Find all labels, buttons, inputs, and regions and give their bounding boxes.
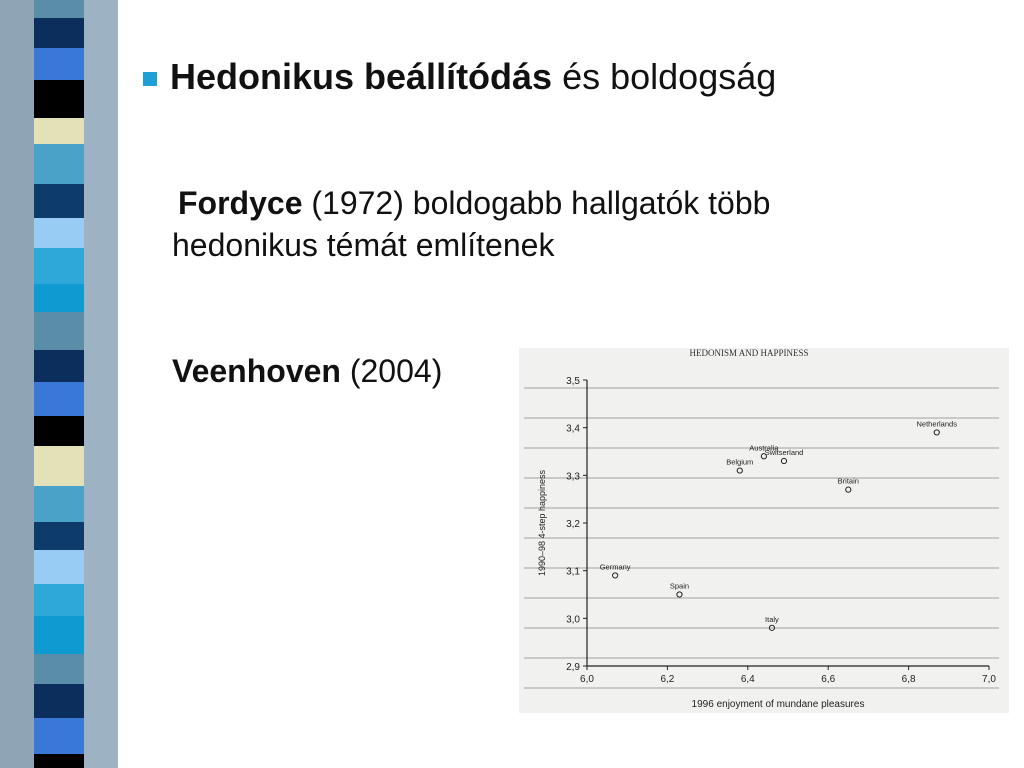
data-point-label: Australia: [749, 443, 779, 453]
y-axis-label: 1990–98 4-step happiness: [537, 469, 547, 577]
stripe-block: [34, 616, 84, 654]
stripe-block: [34, 218, 84, 248]
decorative-color-stripe: [0, 0, 118, 768]
x-tick-label: 6,0: [580, 674, 594, 685]
stripe-block: [34, 312, 84, 350]
bullet-square: [143, 72, 157, 86]
data-point-label: Belgium: [726, 457, 754, 467]
x-tick-label: 7,0: [982, 674, 996, 685]
veenhoven-year: (2004): [340, 353, 443, 389]
x-tick-label: 6,8: [901, 674, 916, 685]
stripe-block: [34, 522, 84, 550]
data-point-label: Italy: [765, 614, 779, 624]
y-tick-label: 2,9: [566, 662, 580, 673]
data-point-label: Spain: [669, 581, 690, 591]
stripe-block: [34, 350, 84, 382]
stripe-block: [34, 184, 84, 218]
stripe-block: [34, 48, 84, 80]
stripe-block: [34, 654, 84, 684]
x-tick-label: 6,6: [821, 674, 836, 685]
stripe-block: [34, 0, 84, 18]
stripe-block: [34, 118, 84, 144]
stripe-block: [34, 550, 84, 584]
y-tick-label: 3,2: [566, 519, 580, 530]
stripe-block: [34, 416, 84, 446]
stripe-block: [34, 144, 84, 184]
stripe-block: [34, 754, 84, 768]
fordyce-name: Fordyce: [178, 185, 303, 221]
y-tick-label: 3,3: [566, 471, 580, 483]
scan-header: HEDONISM AND HAPPINESS: [689, 348, 809, 358]
stripe-block: [34, 486, 84, 522]
scanned-chart-figure: [519, 348, 1009, 713]
stripe-block: [34, 18, 84, 48]
y-tick-label: 3,4: [566, 423, 580, 435]
fordyce-text: (1972) boldogabb hallgatók több hedonikus témát említenek: [172, 185, 771, 263]
data-point-label: Switserland: [764, 448, 804, 458]
stripe-block: [34, 284, 84, 312]
y-tick-label: 3,5: [566, 376, 580, 387]
y-tick-label: 3,0: [566, 614, 580, 626]
data-point-label: Netherlands: [916, 419, 957, 429]
y-tick-label: 3,1: [566, 566, 580, 578]
x-axis-label: 1996 enjoyment of mundane pleasures: [691, 699, 865, 710]
fordyce-line: [172, 182, 872, 266]
stripe-block: [34, 80, 84, 118]
stripe-block: [34, 718, 84, 754]
stripe-block: [34, 248, 84, 284]
stripe-block: [34, 684, 84, 718]
x-tick-label: 6,2: [660, 674, 675, 685]
bullet-heading: [170, 54, 810, 100]
veenhoven-line: [172, 350, 442, 392]
veenhoven-name: Veenhoven: [172, 353, 341, 389]
data-point-label: Britain: [837, 476, 859, 486]
stripe-block: [34, 382, 84, 416]
stripe-block: [34, 584, 84, 616]
stripe-block: [34, 446, 84, 486]
heading-bold: Hedonikus beállítódás: [170, 56, 553, 97]
data-point-label: Germany: [599, 562, 631, 572]
x-tick-label: 6,4: [740, 674, 755, 685]
heading-rest: és boldogság: [552, 56, 777, 97]
